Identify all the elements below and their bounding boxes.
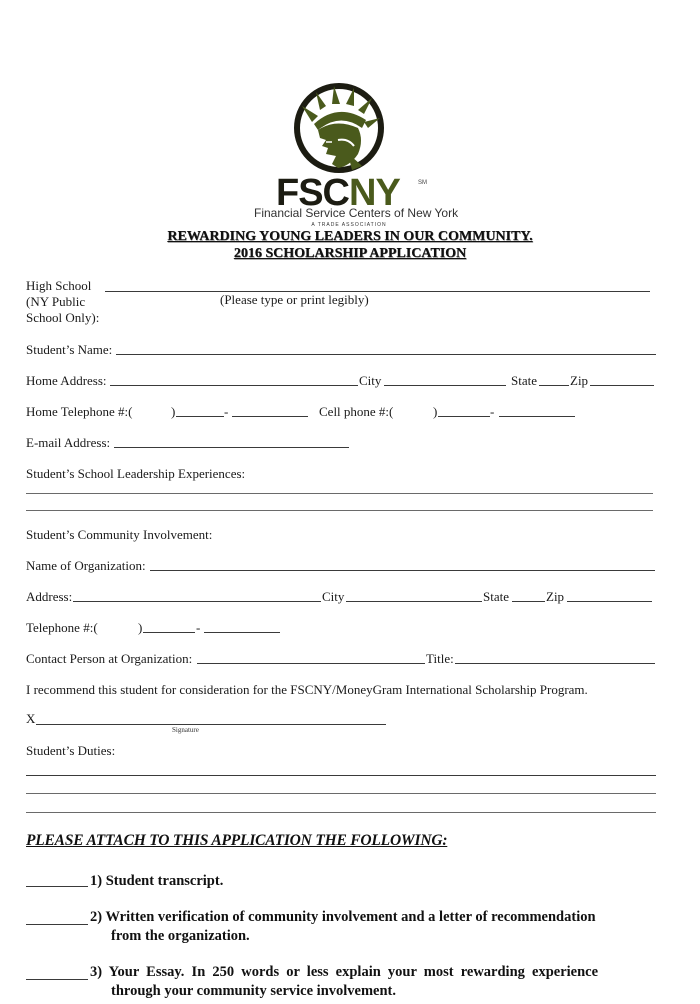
org-city-field[interactable] [346, 601, 482, 602]
recommendation-statement: I recommend this student for consideration for the FSCNY/MoneyGram International Scholarship Program. [26, 682, 588, 697]
contact-person-field[interactable] [197, 663, 425, 664]
student-name-field[interactable] [116, 354, 656, 355]
cell-phone-dash: - [490, 404, 495, 419]
cell-phone-label: Cell phone #:( [319, 404, 394, 419]
home-phone-area-code-field[interactable] [147, 404, 169, 418]
duties-field-line-1[interactable] [26, 775, 656, 776]
signature-label: Signature [172, 726, 199, 734]
org-zip-field[interactable] [567, 601, 652, 602]
home-phone-label: Home Telephone #:( [26, 404, 133, 419]
cell-phone-prefix-field[interactable] [438, 416, 490, 417]
attachment-2-text-line-2: from the organization. [111, 928, 250, 944]
home-phone-line-field[interactable] [232, 416, 308, 417]
org-state-label: State [483, 589, 509, 604]
email-field[interactable] [114, 447, 349, 448]
high-school-field[interactable] [105, 291, 650, 292]
contact-person-label: Contact Person at Organization: [26, 651, 193, 666]
leadership-field-line-2[interactable] [26, 510, 653, 511]
fscny-wordmark: FSCNY [276, 172, 400, 214]
attachment-3-text-line-1: 3) Your Essay. In 250 words or less explain your most rewarding experience [90, 964, 599, 980]
cell-phone-close-paren: ) [433, 404, 438, 419]
org-tagline: A TRADE ASSOCIATION [311, 222, 387, 228]
statue-of-liberty-icon [292, 80, 386, 180]
home-zip-field[interactable] [590, 385, 654, 386]
duties-field-line-2[interactable] [26, 793, 656, 794]
attachments-heading: PLEASE ATTACH TO THIS APPLICATION THE FOLLOWING: [26, 832, 448, 849]
cell-phone-line-field[interactable] [499, 416, 575, 417]
home-address-label: Home Address: [26, 373, 107, 388]
page-subtitle: 2016 SCHOLARSHIP APPLICATION [233, 246, 467, 261]
org-name-field[interactable] [150, 570, 655, 571]
attachment-3-text-line-2: through your community service involvement. [111, 983, 397, 999]
home-state-field[interactable] [539, 385, 569, 386]
high-school-label-2: (NY Public [26, 294, 86, 309]
attachment-1-check-field[interactable] [26, 886, 88, 887]
email-label: E-mail Address: [26, 435, 111, 450]
org-address-field[interactable] [73, 601, 321, 602]
org-address-label: Address: [26, 589, 73, 604]
page-title: REWARDING YOUNG LEADERS IN OUR COMMUNITY. [167, 229, 533, 244]
org-name-label: Name of Organization: [26, 558, 146, 573]
attachment-2-check-field[interactable] [26, 924, 88, 925]
org-zip-label: Zip [546, 589, 565, 604]
signature-x-mark: X [26, 711, 36, 726]
org-state-field[interactable] [512, 601, 545, 602]
signature-field[interactable] [36, 724, 386, 725]
org-phone-area-code-field[interactable] [103, 620, 137, 634]
leadership-field-line-1[interactable] [26, 493, 653, 494]
attachment-3-check-field[interactable] [26, 979, 88, 980]
attachment-2-text-line-1: 2) Written verification of community involvement and a letter of recommendation [90, 909, 596, 925]
cell-phone-area-code-field[interactable] [405, 404, 431, 418]
home-city-label: City [359, 373, 382, 388]
home-phone-prefix-field[interactable] [176, 416, 224, 417]
high-school-label-1: High School [26, 278, 92, 293]
leadership-label: Student’s School Leadership Experiences: [26, 466, 246, 481]
contact-title-field[interactable] [455, 663, 655, 664]
org-phone-label: Telephone #:( [26, 620, 98, 635]
service-mark: SM [418, 180, 427, 186]
home-zip-label: Zip [570, 373, 589, 388]
org-phone-close-paren: ) [138, 620, 143, 635]
home-phone-close-paren: ) [171, 404, 176, 419]
home-state-label: State [511, 373, 537, 388]
org-phone-prefix-field[interactable] [143, 632, 195, 633]
org-name: Financial Service Centers of New York [254, 206, 459, 220]
home-phone-dash: - [224, 404, 229, 419]
high-school-label-3: School Only): [26, 310, 100, 325]
print-legibly-hint: (Please type or print legibly) [220, 292, 369, 307]
community-involvement-label: Student’s Community Involvement: [26, 527, 213, 542]
org-city-label: City [322, 589, 345, 604]
attachment-1-text: 1) Student transcript. [90, 873, 224, 889]
home-address-field[interactable] [110, 385, 358, 386]
duties-field-line-3[interactable] [26, 812, 656, 813]
student-duties-label: Student’s Duties: [26, 743, 116, 758]
student-name-label: Student’s Name: [26, 342, 113, 357]
home-city-field[interactable] [384, 385, 506, 386]
contact-title-label: Title: [426, 651, 454, 666]
org-phone-dash: - [196, 620, 201, 635]
fscny-logo [254, 80, 459, 230]
org-phone-line-field[interactable] [204, 632, 280, 633]
